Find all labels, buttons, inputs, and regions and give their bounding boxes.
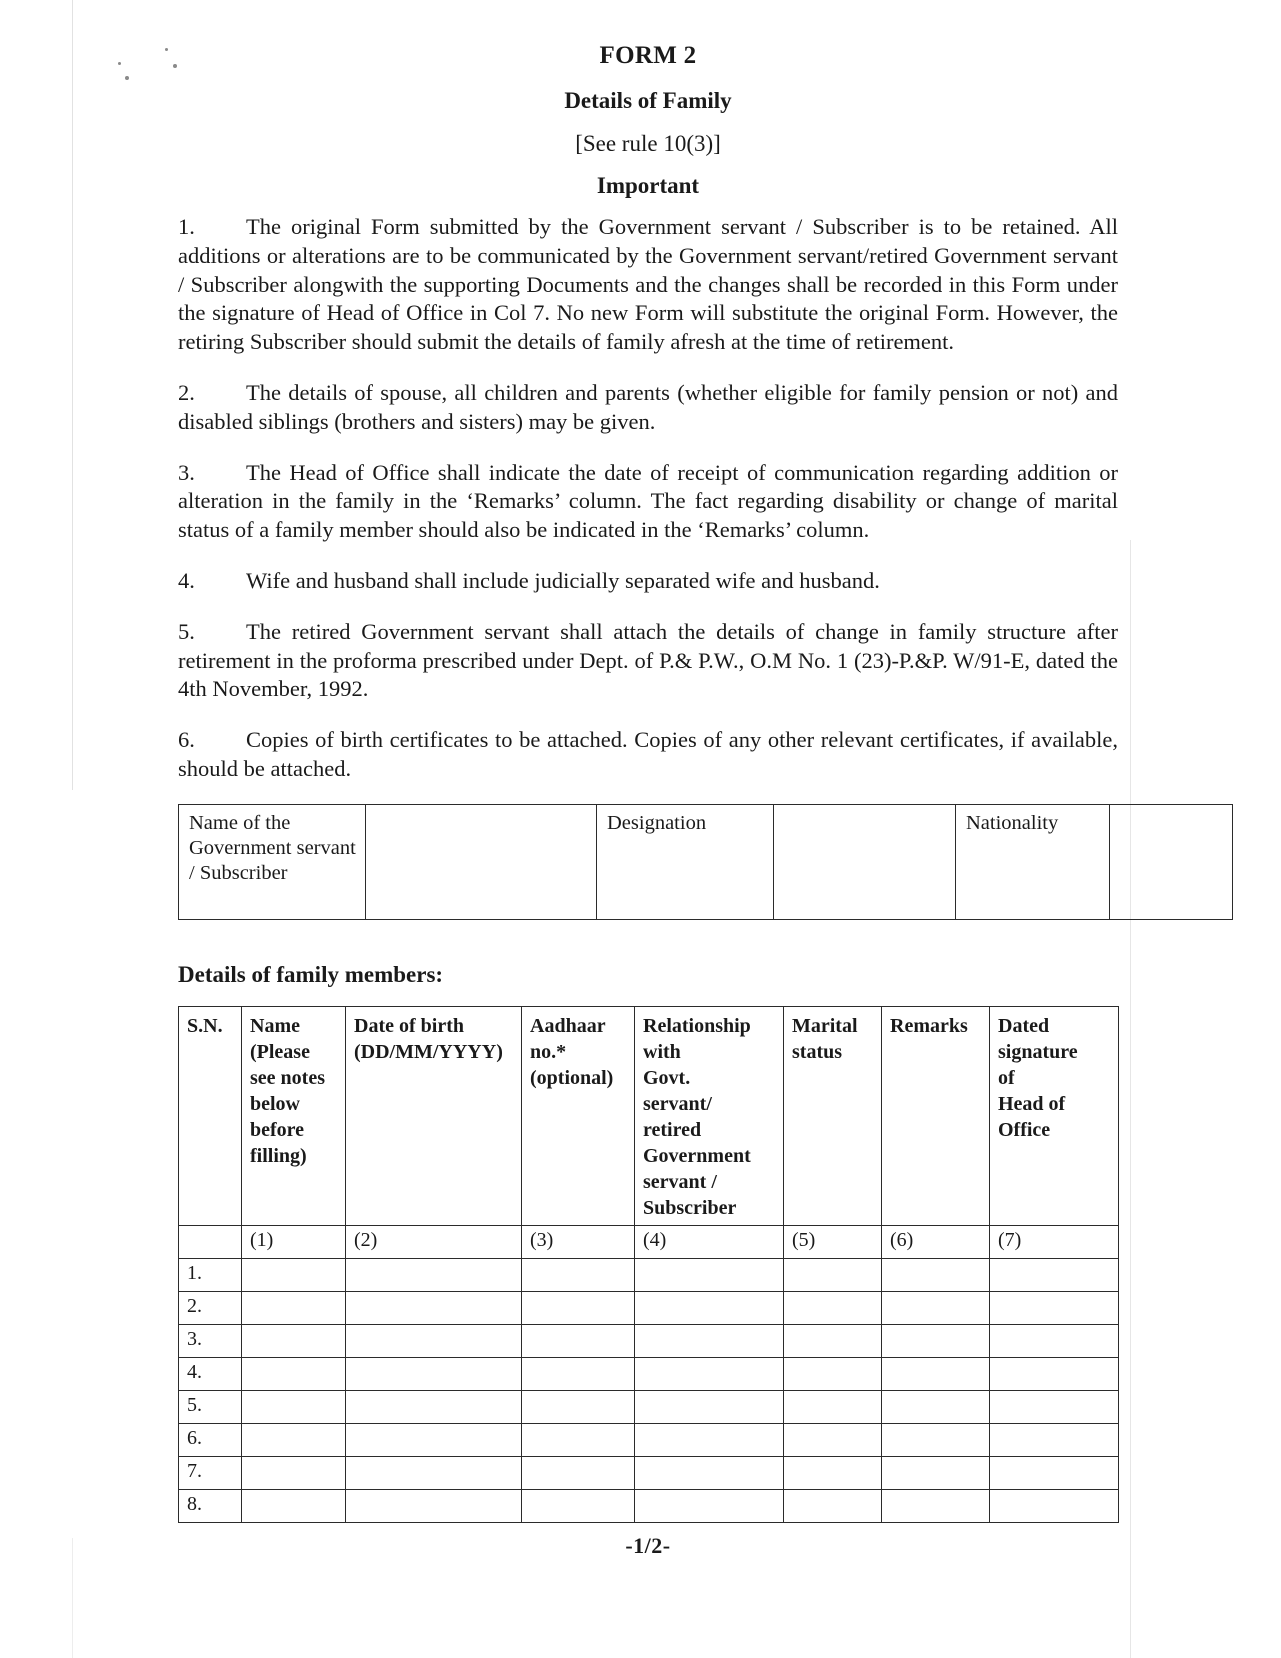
servant-details-table bbox=[178, 804, 1233, 920]
table-header-row bbox=[179, 1006, 1119, 1225]
cell-name[interactable] bbox=[242, 1489, 346, 1522]
cell-aadhaar[interactable] bbox=[522, 1324, 635, 1357]
designation-value[interactable] bbox=[774, 804, 956, 919]
header-line: Name bbox=[250, 1014, 300, 1037]
row-serial-number: 5. bbox=[179, 1390, 242, 1423]
cell-dated-signature[interactable] bbox=[990, 1258, 1119, 1291]
table-row bbox=[179, 804, 1233, 919]
instruction-number: 1. bbox=[178, 214, 195, 239]
form-subtitle: Details of Family bbox=[564, 88, 732, 113]
scan-edge-left bbox=[72, 0, 73, 790]
table-row bbox=[179, 1324, 1119, 1357]
cell-remarks[interactable] bbox=[882, 1357, 990, 1390]
cell-aadhaar[interactable] bbox=[522, 1258, 635, 1291]
instruction-paragraph-6 bbox=[178, 726, 1118, 784]
cell-relationship[interactable] bbox=[635, 1489, 784, 1522]
header-dated-signature bbox=[990, 1006, 1119, 1225]
instruction-number: 6. bbox=[178, 727, 195, 753]
cell-remarks[interactable] bbox=[882, 1258, 990, 1291]
header-line: Govt. bbox=[643, 1066, 691, 1089]
cell-date-of-birth[interactable] bbox=[346, 1390, 522, 1423]
header-line: Relationship bbox=[643, 1014, 751, 1037]
instruction-number: 4. bbox=[178, 567, 195, 593]
column-number: (1) bbox=[242, 1225, 346, 1258]
cell-marital-status[interactable] bbox=[784, 1423, 882, 1456]
header-line: of bbox=[998, 1066, 1015, 1089]
row-serial-number: 6. bbox=[179, 1423, 242, 1456]
cell-remarks[interactable] bbox=[882, 1423, 990, 1456]
instruction-paragraph-1 bbox=[178, 213, 1118, 357]
column-number bbox=[179, 1225, 242, 1258]
cell-dated-signature[interactable] bbox=[990, 1456, 1119, 1489]
cell-aadhaar[interactable] bbox=[522, 1456, 635, 1489]
family-members-table bbox=[178, 1006, 1119, 1523]
row-serial-number: 4. bbox=[179, 1357, 242, 1390]
cell-remarks[interactable] bbox=[882, 1456, 990, 1489]
header-line: (optional) bbox=[530, 1066, 614, 1089]
instruction-text: The Head of Office shall indicate the date of receipt of communication regarding addition or alteration in the family in the ‘Remarks’ column. The fact regarding disability or change of marital status of a family member should also be indicated in the ‘Remarks’ column. bbox=[178, 459, 1118, 543]
cell-aadhaar[interactable] bbox=[522, 1423, 635, 1456]
header-line: (DD/MM/YYYY) bbox=[354, 1040, 503, 1063]
cell-date-of-birth[interactable] bbox=[346, 1357, 522, 1390]
header-remarks bbox=[882, 1006, 990, 1225]
row-serial-number: 7. bbox=[179, 1456, 242, 1489]
header-line: S.N. bbox=[187, 1014, 223, 1037]
cell-dated-signature[interactable] bbox=[990, 1357, 1119, 1390]
cell-name[interactable] bbox=[242, 1291, 346, 1324]
cell-dated-signature[interactable] bbox=[990, 1423, 1119, 1456]
header-line: servant/ bbox=[643, 1092, 712, 1115]
cell-marital-status[interactable] bbox=[784, 1489, 882, 1522]
rule-reference: [See rule 10(3)] bbox=[575, 131, 721, 156]
header-line: Remarks bbox=[890, 1014, 968, 1037]
scan-speck bbox=[125, 76, 129, 80]
instruction-number: 5. bbox=[178, 618, 195, 644]
cell-date-of-birth[interactable] bbox=[346, 1456, 522, 1489]
cell-date-of-birth[interactable] bbox=[346, 1291, 522, 1324]
page-number-footer: -1/2- bbox=[625, 1532, 671, 1558]
cell-marital-status[interactable] bbox=[784, 1357, 882, 1390]
table-row bbox=[179, 1456, 1119, 1489]
table-row bbox=[179, 1390, 1119, 1423]
header-line: status bbox=[792, 1040, 843, 1063]
column-number: (6) bbox=[882, 1225, 990, 1258]
cell-name[interactable] bbox=[242, 1423, 346, 1456]
cell-name[interactable] bbox=[242, 1357, 346, 1390]
header-line: Aadhaar bbox=[530, 1014, 606, 1037]
scan-edge-right bbox=[1130, 540, 1131, 1658]
header-aadhaar bbox=[522, 1006, 635, 1225]
header-line: signature bbox=[998, 1040, 1078, 1063]
instruction-paragraph-2 bbox=[178, 379, 1118, 437]
scan-edge-bottom bbox=[72, 1538, 73, 1658]
row-serial-number: 2. bbox=[179, 1291, 242, 1324]
instruction-text: The retired Government servant shall attach the details of change in family structure after retirement in the proforma prescribed under Dept. of P.& P.W., O.M No. 1 (23)-P.&P. W/91-E, dated the 4th November, 1992. bbox=[178, 618, 1118, 702]
header-line: Office bbox=[998, 1118, 1051, 1141]
header-line: Government bbox=[643, 1144, 751, 1167]
cell-marital-status[interactable] bbox=[784, 1258, 882, 1291]
cell-aadhaar[interactable] bbox=[522, 1291, 635, 1324]
header-line: with bbox=[643, 1040, 681, 1063]
header-relationship bbox=[635, 1006, 784, 1225]
instruction-number: 2. bbox=[178, 379, 195, 405]
header-marital-status bbox=[784, 1006, 882, 1225]
table-row bbox=[179, 1258, 1119, 1291]
designation-label: Designation bbox=[597, 804, 774, 919]
cell-marital-status[interactable] bbox=[784, 1291, 882, 1324]
important-heading: Important bbox=[596, 173, 700, 198]
cell-remarks[interactable] bbox=[882, 1390, 990, 1423]
column-number: (4) bbox=[635, 1225, 784, 1258]
table-row bbox=[179, 1357, 1119, 1390]
cell-relationship[interactable] bbox=[635, 1456, 784, 1489]
row-serial-number: 3. bbox=[179, 1324, 242, 1357]
cell-aadhaar[interactable] bbox=[522, 1390, 635, 1423]
header-line: servant / bbox=[643, 1170, 717, 1193]
servant-name-value[interactable] bbox=[366, 804, 597, 919]
instruction-text: Copies of birth certificates to be attached. Copies of any other relevant certificates, if available, should be attached. bbox=[178, 727, 1118, 781]
header-line: filling) bbox=[250, 1144, 307, 1167]
row-serial-number: 8. bbox=[179, 1489, 242, 1522]
header-date-of-birth bbox=[346, 1006, 522, 1225]
cell-dated-signature[interactable] bbox=[990, 1291, 1119, 1324]
table-row bbox=[179, 1423, 1119, 1456]
table-row bbox=[179, 1291, 1119, 1324]
header-line: (Please bbox=[250, 1040, 310, 1063]
instruction-text: Wife and husband shall include judicially separated wife and husband. bbox=[246, 567, 880, 593]
cell-date-of-birth[interactable] bbox=[346, 1258, 522, 1291]
cell-remarks[interactable] bbox=[882, 1291, 990, 1324]
column-number: (7) bbox=[990, 1225, 1119, 1258]
column-number: (2) bbox=[346, 1225, 522, 1258]
instruction-paragraph-3 bbox=[178, 459, 1118, 545]
cell-relationship[interactable] bbox=[635, 1357, 784, 1390]
instruction-paragraph-5 bbox=[178, 618, 1118, 704]
header-line: Marital bbox=[792, 1014, 858, 1037]
cell-remarks[interactable] bbox=[882, 1489, 990, 1522]
cell-name[interactable] bbox=[242, 1324, 346, 1357]
column-number-row bbox=[179, 1225, 1119, 1258]
scan-speck bbox=[118, 62, 121, 65]
instruction-number: 3. bbox=[178, 459, 195, 485]
family-members-heading: Details of family members: bbox=[178, 961, 444, 987]
cell-relationship[interactable] bbox=[635, 1423, 784, 1456]
header-line: see notes bbox=[250, 1066, 325, 1089]
column-number: (3) bbox=[522, 1225, 635, 1258]
cell-marital-status[interactable] bbox=[784, 1324, 882, 1357]
header-line: Head of bbox=[998, 1092, 1066, 1115]
instruction-text: The original Form submitted by the Government servant / Subscriber is to be retained. All additions or alterations are to be communicated by the Government servant/retired Government servant / Subscriber alongwith the supporting Documents and the changes shall be recorded in this Form under the signature of Head of Office in Col 7. No new Form will substitute the original Form. However, the retiring Subscriber should submit the details of family afresh at the time of retirement. bbox=[178, 214, 1118, 355]
cell-date-of-birth[interactable] bbox=[346, 1423, 522, 1456]
cell-relationship[interactable] bbox=[635, 1390, 784, 1423]
cell-date-of-birth[interactable] bbox=[346, 1324, 522, 1357]
cell-marital-status[interactable] bbox=[784, 1456, 882, 1489]
servant-name-label: Name of the Government servant / Subscriber bbox=[179, 804, 366, 919]
cell-remarks[interactable] bbox=[882, 1324, 990, 1357]
nationality-value[interactable] bbox=[1110, 804, 1233, 919]
instruction-paragraph-4 bbox=[178, 567, 1118, 596]
nationality-label: Nationality bbox=[956, 804, 1110, 919]
scan-speck bbox=[173, 64, 177, 68]
instruction-text: The details of spouse, all children and parents (whether eligible for family pension or not) and disabled siblings (brothers and sisters) may be given. bbox=[178, 379, 1118, 434]
cell-name[interactable] bbox=[242, 1258, 346, 1291]
header-line: below bbox=[250, 1092, 300, 1115]
cell-relationship[interactable] bbox=[635, 1324, 784, 1357]
header-line: Dated bbox=[998, 1014, 1050, 1037]
header-line: Date of birth bbox=[354, 1014, 464, 1037]
cell-relationship[interactable] bbox=[635, 1258, 784, 1291]
document-content bbox=[178, 42, 1118, 1559]
cell-dated-signature[interactable] bbox=[990, 1489, 1119, 1522]
cell-aadhaar[interactable] bbox=[522, 1489, 635, 1522]
header-line: before bbox=[250, 1118, 305, 1141]
scan-speck bbox=[165, 48, 168, 51]
cell-name[interactable] bbox=[242, 1456, 346, 1489]
header-line: Subscriber bbox=[643, 1196, 737, 1219]
cell-name[interactable] bbox=[242, 1390, 346, 1423]
form-title: FORM 2 bbox=[599, 42, 697, 69]
cell-dated-signature[interactable] bbox=[990, 1390, 1119, 1423]
header-sn bbox=[179, 1006, 242, 1225]
cell-date-of-birth[interactable] bbox=[346, 1489, 522, 1522]
cell-marital-status[interactable] bbox=[784, 1390, 882, 1423]
row-serial-number: 1. bbox=[179, 1258, 242, 1291]
column-number: (5) bbox=[784, 1225, 882, 1258]
cell-dated-signature[interactable] bbox=[990, 1324, 1119, 1357]
header-name bbox=[242, 1006, 346, 1225]
cell-aadhaar[interactable] bbox=[522, 1357, 635, 1390]
cell-relationship[interactable] bbox=[635, 1291, 784, 1324]
table-row bbox=[179, 1489, 1119, 1522]
header-line: no.* bbox=[530, 1040, 567, 1063]
header-line: retired bbox=[643, 1118, 702, 1141]
